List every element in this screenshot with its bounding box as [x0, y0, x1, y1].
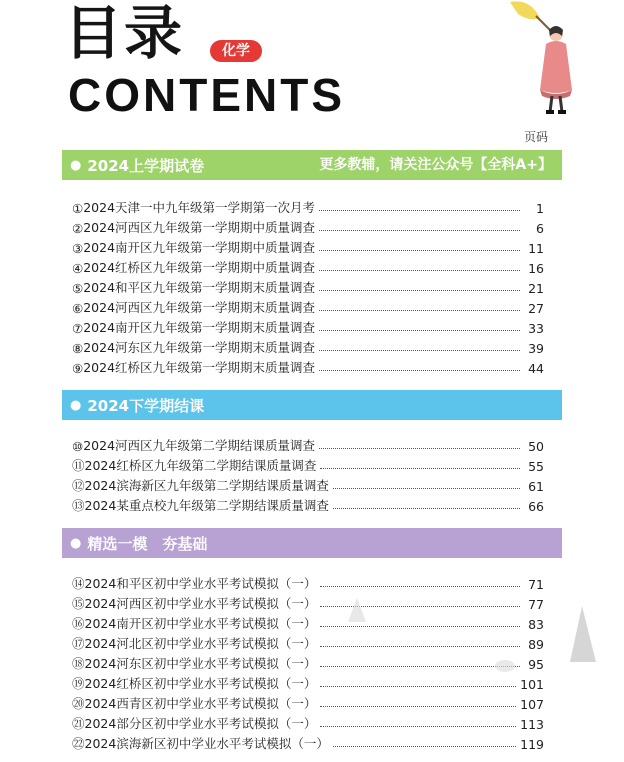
toc-number: ⑯: [72, 616, 85, 631]
toc-page: 1: [536, 201, 544, 216]
toc-page: 33: [528, 321, 544, 336]
leader-dots: [319, 250, 520, 251]
toc-title: 2024南开区九年级第一学期期中质量调查: [83, 240, 316, 255]
toc-title: 2024天津一中九年级第一学期第一次月考: [83, 200, 316, 215]
toc-title: 2024和平区九年级第一学期期末质量调查: [83, 280, 316, 295]
toc-number: ④: [72, 261, 84, 276]
toc-number: ⑮: [72, 596, 85, 611]
toc-page: 16: [528, 261, 544, 276]
toc-page: 77: [528, 597, 544, 612]
bullet-icon: ●: [70, 157, 82, 173]
toc-title: 2024西青区初中学业水平考试模拟（一）: [84, 696, 317, 711]
toc-number: ⑥: [72, 301, 84, 316]
toc-title: 2024南开区九年级第一学期期末质量调查: [83, 320, 316, 335]
toc-row[interactable]: [72, 572, 544, 592]
toc-title: 2024滨海新区初中学业水平考试模拟（一）: [84, 736, 329, 751]
toc-list-mock-exams: [72, 572, 544, 752]
leader-dots: [319, 350, 520, 351]
leader-dots: [320, 686, 516, 687]
toc-page: 71: [528, 577, 544, 592]
bullet-icon: ●: [70, 397, 82, 413]
section-label: 2024上学期试卷: [87, 156, 205, 175]
toc-number: ⑲: [72, 676, 85, 691]
toc-page: 107: [520, 697, 544, 712]
leader-dots: [320, 586, 520, 587]
toc-row[interactable]: [72, 592, 544, 612]
toc-number: ③: [72, 241, 84, 256]
leader-dots: [319, 330, 520, 331]
toc-row[interactable]: [72, 316, 544, 336]
section-label: 精选一模 夯基础: [87, 534, 208, 553]
toc-row[interactable]: [72, 612, 544, 632]
toc-page: 95: [528, 657, 544, 672]
leader-dots: [320, 706, 516, 707]
bullet-icon: ●: [70, 535, 82, 551]
toc-row[interactable]: [72, 712, 544, 732]
toc-title: 2024河西区初中学业水平考试模拟（一）: [84, 596, 317, 611]
page-title-cn: 目录: [64, 0, 185, 67]
toc-title: 2024河西区九年级第一学期期末质量调查: [83, 300, 316, 315]
toc-row[interactable]: [72, 652, 544, 672]
page-title-en: CONTENTS: [68, 69, 345, 121]
toc-page: 101: [520, 677, 544, 692]
toc-row[interactable]: [72, 434, 544, 454]
toc-title: 2024河东区九年级第一学期期末质量调查: [83, 340, 316, 355]
toc-title: 2024红桥区九年级第一学期期末质量调查: [83, 360, 316, 375]
smudge-icon: [566, 604, 598, 666]
toc-row[interactable]: [72, 732, 544, 752]
subject-badge: 化学: [210, 40, 262, 62]
toc-title: 2024红桥区九年级第二学期结课质量调查: [84, 458, 317, 473]
toc-list-first-semester: [72, 196, 544, 376]
leader-dots: [319, 448, 520, 449]
toc-number: ⑰: [72, 636, 85, 651]
toc-number: ⑤: [72, 281, 84, 296]
toc-page: 61: [528, 479, 544, 494]
toc-row[interactable]: [72, 256, 544, 276]
toc-title: 2024河西区九年级第二学期结课质量调查: [83, 438, 316, 453]
leader-dots: [333, 488, 520, 489]
toc-page: 119: [520, 737, 544, 752]
toc-row[interactable]: [72, 356, 544, 376]
toc-row[interactable]: [72, 196, 544, 216]
toc-row[interactable]: [72, 276, 544, 296]
toc-number: ⑧: [72, 341, 84, 356]
toc-number: ⑱: [72, 656, 85, 671]
toc-row[interactable]: [72, 672, 544, 692]
toc-row[interactable]: [72, 692, 544, 712]
toc-title: 2024河东区初中学业水平考试模拟（一）: [84, 656, 317, 671]
girl-with-leaf-illustration-icon: [500, 0, 590, 122]
toc-number: ㉒: [72, 736, 85, 751]
leader-dots: [320, 666, 520, 667]
section-header-first-semester: [62, 150, 562, 180]
toc-title: 2024南开区初中学业水平考试模拟（一）: [84, 616, 317, 631]
toc-row[interactable]: [72, 336, 544, 356]
toc-page: 44: [528, 361, 544, 376]
toc-number: ⑨: [72, 361, 84, 376]
leader-dots: [319, 290, 520, 291]
toc-title: 2024部分区初中学业水平考试模拟（一）: [84, 716, 317, 731]
smudge-icon: [494, 658, 516, 674]
toc-title: 2024滨海新区九年级第二学期结课质量调查: [84, 478, 329, 493]
leader-dots: [333, 746, 516, 747]
toc-page: 27: [528, 301, 544, 316]
toc-title: 2024红桥区初中学业水平考试模拟（一）: [84, 676, 317, 691]
section-note: 更多教辅，请关注公众号【全科A+】: [319, 157, 552, 173]
toc-page: 21: [528, 281, 544, 296]
toc-number: ⑬: [72, 498, 85, 513]
toc-number: ⑦: [72, 321, 84, 336]
toc-number: ⑳: [72, 696, 85, 711]
page-number-label: 页码: [524, 130, 549, 144]
toc-page: 89: [528, 637, 544, 652]
toc-title: 2024红桥区九年级第一学期期中质量调查: [83, 260, 316, 275]
toc-page: 113: [520, 717, 544, 732]
leader-dots: [320, 646, 520, 647]
toc-number: ㉑: [72, 716, 85, 731]
smudge-icon: [346, 596, 368, 626]
toc-title: 2024和平区初中学业水平考试模拟（一）: [84, 576, 317, 591]
toc-page: 50: [528, 439, 544, 454]
leader-dots: [320, 726, 516, 727]
leader-dots: [320, 468, 520, 469]
leader-dots: [319, 310, 520, 311]
leader-dots: [319, 370, 520, 371]
toc-row[interactable]: [72, 494, 544, 514]
toc-row[interactable]: [72, 296, 544, 316]
toc-number: ②: [72, 221, 84, 236]
leader-dots: [333, 508, 520, 509]
toc-row[interactable]: [72, 236, 544, 256]
toc-title: 2024河西区九年级第一学期期中质量调查: [83, 220, 316, 235]
leader-dots: [320, 626, 520, 627]
toc-number: ⑭: [72, 576, 85, 591]
toc-row[interactable]: [72, 216, 544, 236]
leader-dots: [319, 230, 520, 231]
toc-page: 6: [536, 221, 544, 236]
toc-title: 2024河北区初中学业水平考试模拟（一）: [84, 636, 317, 651]
toc-row[interactable]: [72, 454, 544, 474]
section-header-mock-exams: [62, 528, 562, 558]
toc-page: 55: [528, 459, 544, 474]
leader-dots: [319, 210, 520, 211]
toc-page: 66: [528, 499, 544, 514]
toc-title: 2024某重点校九年级第二学期结课质量调查: [84, 498, 329, 513]
section-label: 2024下学期结课: [87, 396, 205, 415]
toc-page: 11: [528, 241, 544, 256]
toc-list-second-semester: [72, 434, 544, 514]
toc-page: 83: [528, 617, 544, 632]
toc-row[interactable]: [72, 474, 544, 494]
toc-number: ⑪: [72, 458, 85, 473]
toc-number: ⑩: [72, 439, 84, 454]
toc-row[interactable]: [72, 632, 544, 652]
toc-number: ⑫: [72, 478, 85, 493]
toc-page: 39: [528, 341, 544, 356]
leader-dots: [319, 270, 520, 271]
section-header-second-semester: [62, 390, 562, 420]
toc-number: ①: [72, 201, 84, 216]
